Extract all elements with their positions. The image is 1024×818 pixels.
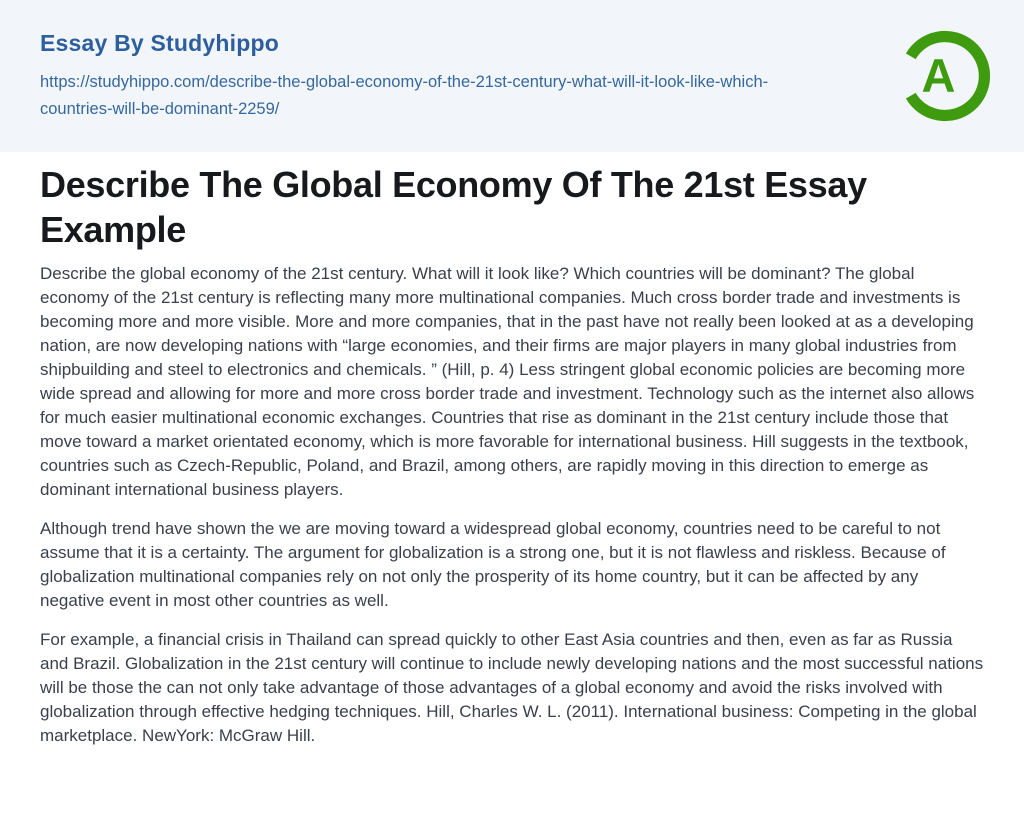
essay-content: [0, 152, 1024, 748]
logo-arc-icon: [898, 29, 992, 123]
essay-title: Describe The Global Economy Of The 21st Essay Example: [40, 164, 867, 250]
studyhippo-logo: [898, 29, 992, 123]
site-label: Essay By Studyhippo: [40, 29, 279, 56]
logo-letter: A: [921, 48, 956, 102]
essay-url-link[interactable]: https://studyhippo.com/describe-the-global-economy-of-the-21st-century-what-will-it-look-like-which-countries-will-be-dominant-2259/: [40, 72, 769, 118]
essay-paragraph: For example, a financial crisis in Thailand can spread quickly to other East Asia countries and then, even as far as Russia and Brazil. Globalization in the 21st century will continue to include newly developing nations and the most successful nations will be those the can not only take advantage of those advantages of a global economy and avoid the risks involved with globalization through effective hedging techniques. Hill, Charles W. L. (2011). International business: Competing in the global marketplace. NewYork: McGraw Hill.: [40, 630, 984, 745]
essay-paragraph: Describe the global economy of the 21st century. What will it look like? Which countries will be dominant? The global economy of the 21st century is reflecting many more multinational companies. Much cross border trade and investments is becoming more and more visible. More and more companies, that in the past have not really been looked at as a developing nation, are now developing nations with “large economies, and their firms are major players in many global industries from shipbuilding and steel to electronics and chemicals. ” (Hill, p. 4) Less stringent global economic policies are becoming more wide spread and allowing for more and more cross border trade and investment. Technology such as the internet also allows for much easier multinational economic exchanges. Countries that rise as dominant in the 21st century include those that move toward a market orientated economy, which is more favorable for international business. Hill suggests in the textbook, countries such as Czech-Republic, Poland, and Brazil, among others, are rapidly moving in this direction to emerge as dominant international business players.: [40, 264, 975, 499]
header-text-block: [40, 30, 792, 123]
page-header: [0, 0, 1024, 152]
essay-paragraph: Although trend have shown the we are moving toward a widespread global economy, countries need to be careful to not assume that it is a certainty. The argument for globalization is a strong one, but it is not flawless and riskless. Because of globalization multinational companies rely on not only the prosperity of its home country, but it can be affected by any negative event in most other countries as well.: [40, 519, 946, 610]
